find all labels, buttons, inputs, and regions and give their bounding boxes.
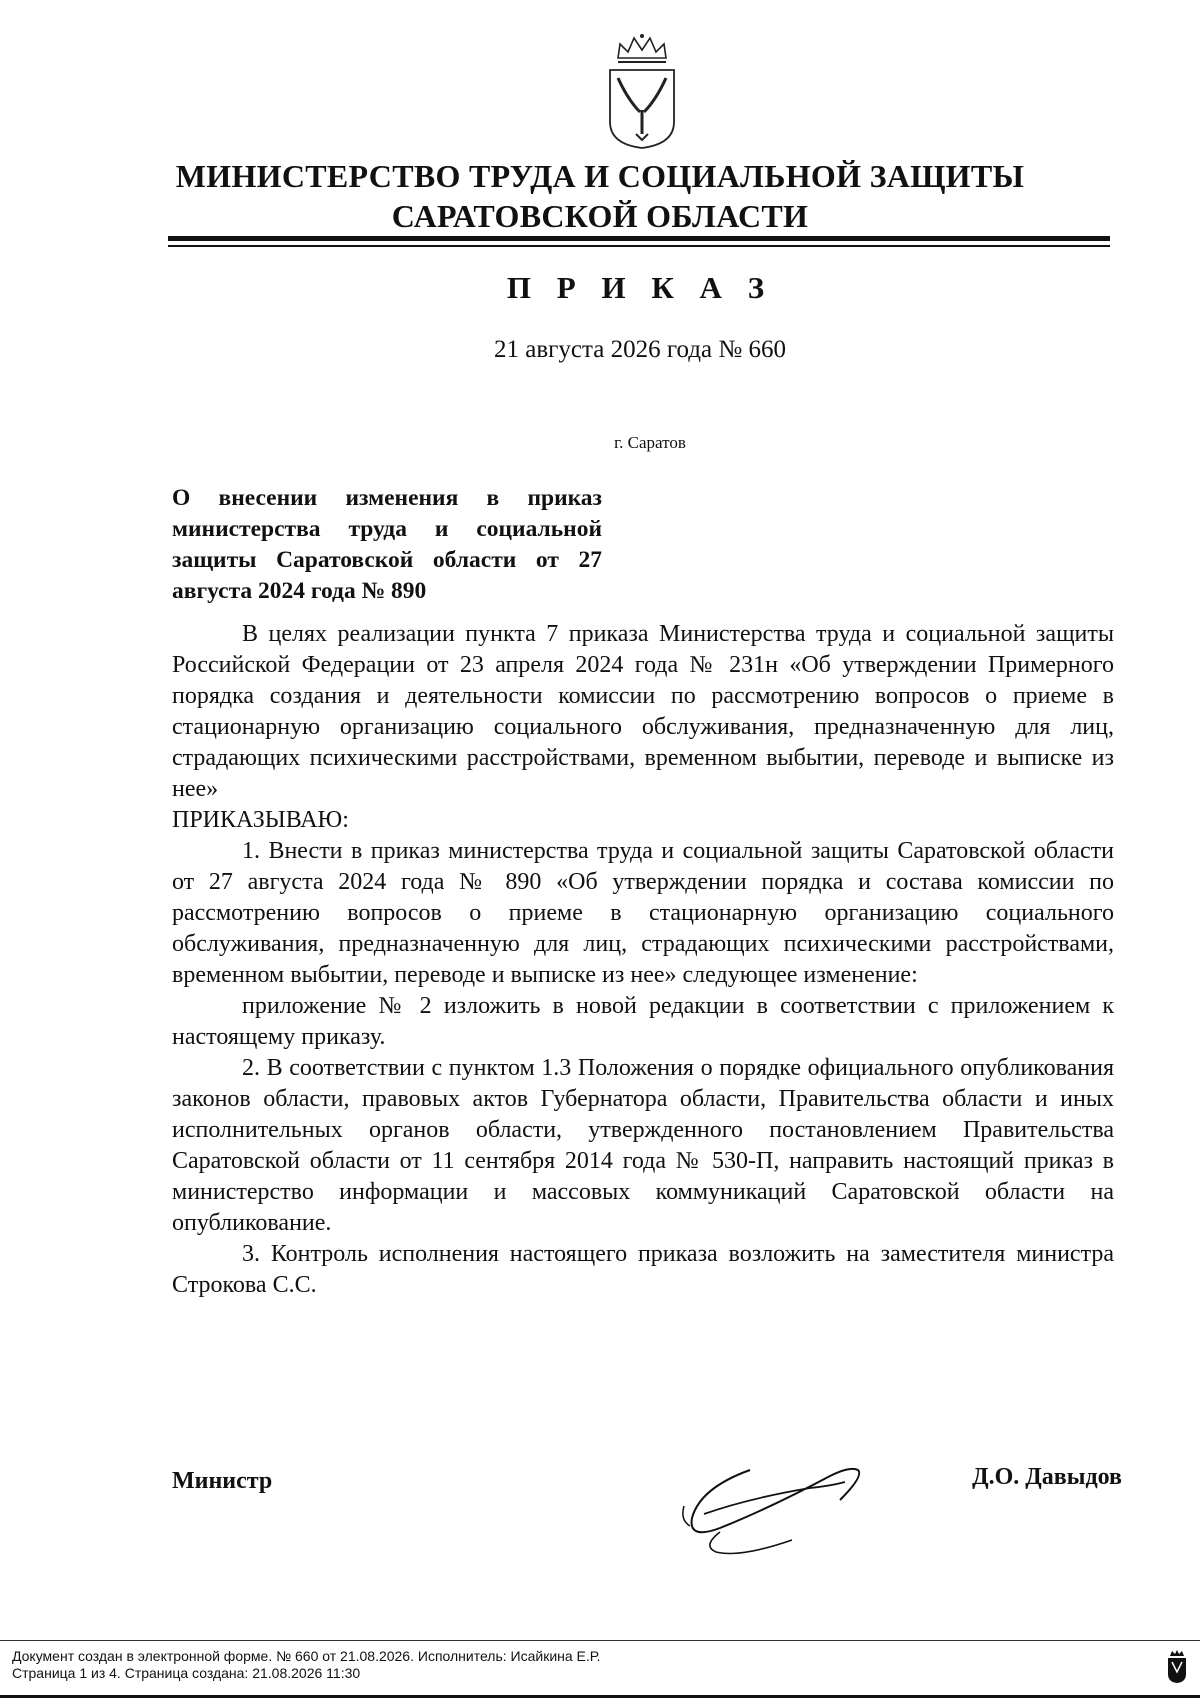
header-divider-thin xyxy=(168,245,1110,247)
body-item-1: 1. Внести в приказ министерства труда и социальной защиты Саратовской области от 27 августа 2024 года № 890 «Об утверждении порядка и состава комиссии по рассмотрению вопросов о приеме в стационарную организацию социального обслуживания, предназначенную для лиц, страдающих психическими расстройствами, временном выбытии, переводе и выписке из нее» следующее изменение: xyxy=(172,838,1114,988)
header-divider-thick xyxy=(168,236,1110,241)
body-item-1-change: приложение № 2 изложить в новой редакции в соответствии с приложением к настоящему приказу. xyxy=(172,993,1114,1050)
saratov-coat-of-arms-icon xyxy=(604,30,680,152)
footer-line-2: Страница 1 из 4. Страница создана: 21.08.2026 11:30 xyxy=(12,1665,361,1681)
signer-title: Министр xyxy=(172,1468,273,1494)
body-preamble: В целях реализации пункта 7 приказа Министерства труда и социальной защиты Российской Федерации от 23 апреля 2024 года № 231н «Об утверждении Примерного порядка создания и деятельности комиссии по рассмотрению вопросов о приеме в стационарную организацию социального обслуживания, предназначенную для лиц, страдающих психическими расстройствами, временном выбытии, переводе и выписке из нее» xyxy=(172,621,1114,802)
footer-emblem-icon xyxy=(1166,1650,1188,1684)
document-date-number: 21 августа 2026 года № 660 xyxy=(494,336,786,363)
handwritten-signature xyxy=(680,1448,925,1560)
document-city: г. Саратов xyxy=(614,433,686,452)
body-item-2: 2. В соответствии с пунктом 1.3 Положения о порядке официального опубликования законов области, правовых актов Губернатора области, Правительства области и иных исполнительных органов области, утвержденного постановлением Правительства Саратовской области от 11 сентября 2014 года № 530-П, направить настоящий приказ в министерство информации и массовых коммуникаций Саратовской области на опубликование. xyxy=(172,1055,1114,1236)
ministry-name xyxy=(150,156,1050,236)
ministry-name-line1: МИНИСТЕРСТВО ТРУДА И СОЦИАЛЬНОЙ ЗАЩИТЫ xyxy=(175,158,1025,194)
body-item-3: 3. Контроль исполнения настоящего приказа возложить на заместителя министра Строкова С.С. xyxy=(172,1241,1114,1298)
document-body xyxy=(172,619,1114,1301)
footer-divider xyxy=(0,1640,1200,1641)
document-subject: О внесении изменения в приказ министерства труда и социальной защиты Саратовской области от 27 августа 2024 года № 890 xyxy=(172,485,602,604)
signer-name: Д.О. Давыдов xyxy=(972,1464,1122,1490)
ministry-name-line2: САРАТОВСКОЙ ОБЛАСТИ xyxy=(391,198,809,234)
footer-line-1: Документ создан в электронной форме. № 660 от 21.08.2026. Исполнитель: Исайкина Е.Р. xyxy=(12,1648,601,1664)
document-type: П Р И К А З xyxy=(506,270,774,305)
body-order-word: ПРИКАЗЫВАЮ: xyxy=(172,807,349,833)
footer-info xyxy=(12,1648,1132,1682)
